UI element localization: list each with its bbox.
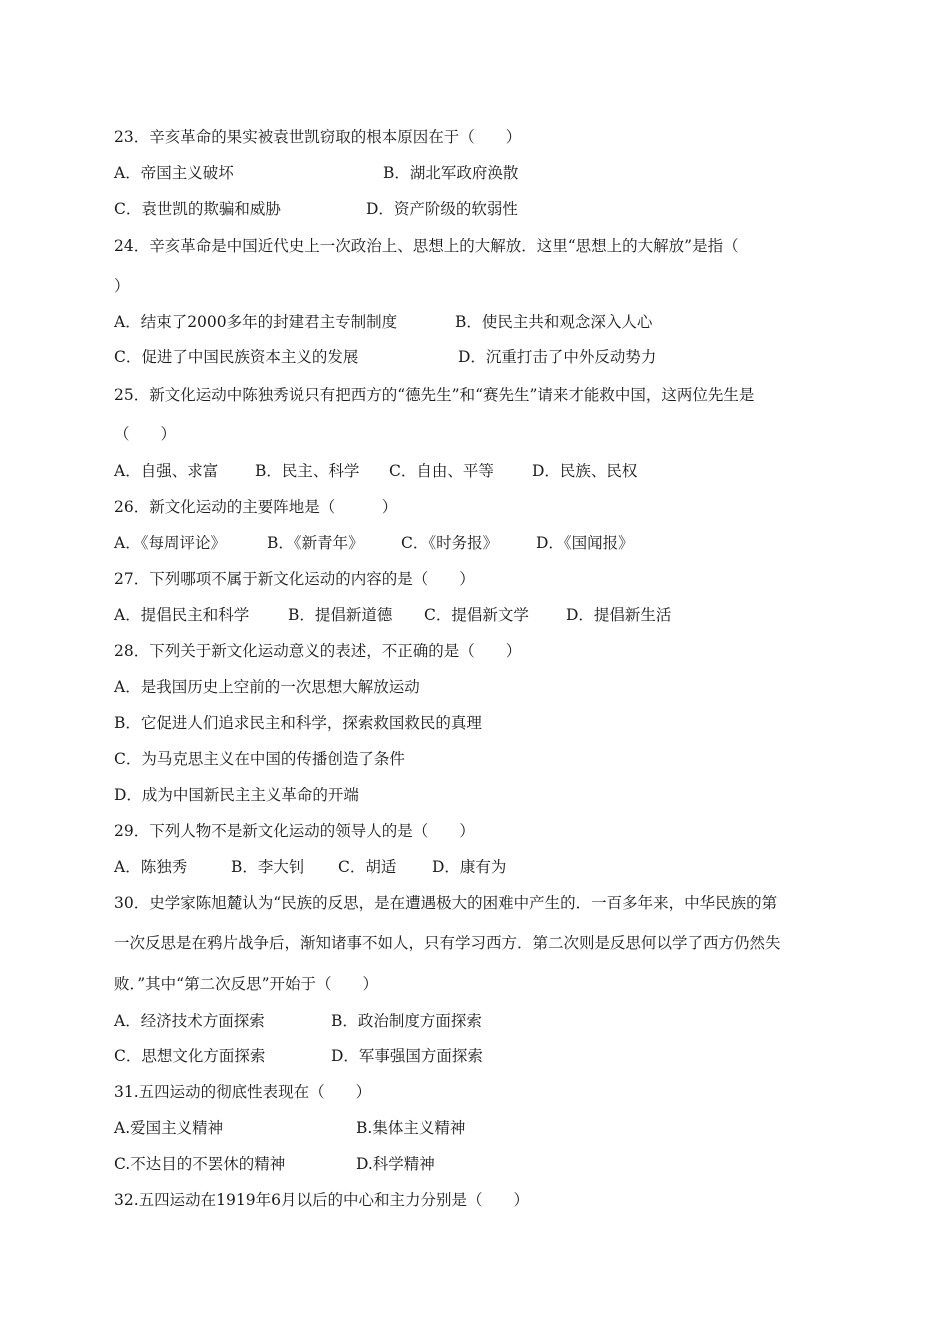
question-23-stem: 23．辛亥革命的果实被袁世凯窃取的根本原因在于（ ） [114, 128, 522, 146]
question-25-option-b: B．民主、科学 [255, 462, 360, 480]
question-28-option-b: B．它促进人们追求民主和科学，探索救国救民的真理 [114, 714, 482, 732]
question-30-stem-continued-2: 败．”其中“第二次反思”开始于（ ） [114, 975, 379, 993]
question-27-stem: 27．下列哪项不属于新文化运动的内容的是（ ） [114, 570, 475, 588]
question-24-option-a: A．结束了2000多年的封建君主专制制度 [114, 313, 398, 331]
question-23-option-a: A．帝国主义破坏 [114, 164, 234, 182]
question-29-option-a: A．陈独秀 [114, 858, 188, 876]
question-27-option-d: D．提倡新生活 [566, 606, 672, 624]
question-26-option-c: C．《时务报》 [401, 534, 499, 552]
question-26-option-b: B．《新青年》 [267, 534, 364, 552]
question-23-option-c: C．袁世凯的欺骗和威胁 [114, 200, 281, 218]
question-31-option-d: D.科学精神 [356, 1155, 435, 1173]
question-28-stem: 28．下列关于新文化运动意义的表述，不正确的是（ ） [114, 642, 522, 660]
question-31-option-b: B.集体主义精神 [356, 1119, 466, 1137]
question-32-stem: 32.五四运动在1919年6月以后的中心和主力分别是（ ） [114, 1191, 529, 1209]
question-24-option-c: C．促进了中国民族资本主义的发展 [114, 348, 359, 366]
question-31-stem: 31.五四运动的彻底性表现在（ ） [114, 1083, 372, 1101]
question-31-option-c: C.不达目的不罢休的精神 [114, 1155, 286, 1173]
question-24-stem-continued: ） [114, 277, 130, 295]
question-30-option-d: D．军事强国方面探索 [331, 1047, 483, 1065]
question-24-stem: 24．辛亥革命是中国近代史上一次政治上、思想上的大解放．这里“思想上的大解放”是指（ [114, 237, 739, 255]
question-31-option-a: A.爱国主义精神 [114, 1119, 224, 1137]
question-29-option-d: D．康有为 [432, 858, 507, 876]
question-30-stem: 30．史学家陈旭麓认为“民族的反思，是在遭遇极大的困难中产生的．一百多年来，中华民族的第 [114, 894, 778, 912]
question-27-option-c: C．提倡新文学 [424, 606, 529, 624]
question-27-option-b: B．提倡新道德 [288, 606, 393, 624]
question-29-stem: 29．下列人物不是新文化运动的领导人的是（ ） [114, 822, 475, 840]
question-30-option-a: A．经济技术方面探索 [114, 1012, 265, 1030]
question-29-option-c: C．胡适 [338, 858, 397, 876]
question-30-option-b: B．政治制度方面探索 [331, 1012, 482, 1030]
question-25-option-c: C．自由、平等 [389, 462, 494, 480]
question-25-stem: 25．新文化运动中陈独秀说只有把西方的“德先生”和“赛先生”请来才能救中国，这两位先生是 [114, 386, 755, 404]
question-23-option-d: D．资产阶级的软弱性 [366, 200, 518, 218]
question-28-option-d: D．成为中国新民主主义革命的开端 [114, 786, 359, 804]
question-23-option-b: B．湖北军政府涣散 [383, 164, 519, 182]
question-24-option-b: B．使民主共和观念深入人心 [455, 313, 653, 331]
question-25-option-d: D．民族、民权 [532, 462, 638, 480]
question-30-option-c: C．思想文化方面探索 [114, 1047, 266, 1065]
question-27-option-a: A．提倡民主和科学 [114, 606, 250, 624]
question-24-option-d: D．沉重打击了中外反动势力 [458, 348, 657, 366]
question-26-option-d: D．《国闻报》 [536, 534, 634, 552]
question-25-stem-continued: （ ） [114, 425, 177, 443]
question-29-option-b: B．李大钊 [231, 858, 305, 876]
question-26-option-a: A．《每周评论》 [114, 534, 226, 552]
question-28-option-c: C．为马克思主义在中国的传播创造了条件 [114, 750, 405, 768]
question-25-option-a: A．自强、求富 [114, 462, 219, 480]
question-30-stem-continued-1: 一次反思是在鸦片战争后，渐知诸事不如人，只有学习西方．第二次则是反思何以学了西方仍然失 [114, 934, 781, 952]
question-26-stem: 26．新文化运动的主要阵地是（ ） [114, 498, 398, 516]
question-28-option-a: A．是我国历史上空前的一次思想大解放运动 [114, 678, 420, 696]
